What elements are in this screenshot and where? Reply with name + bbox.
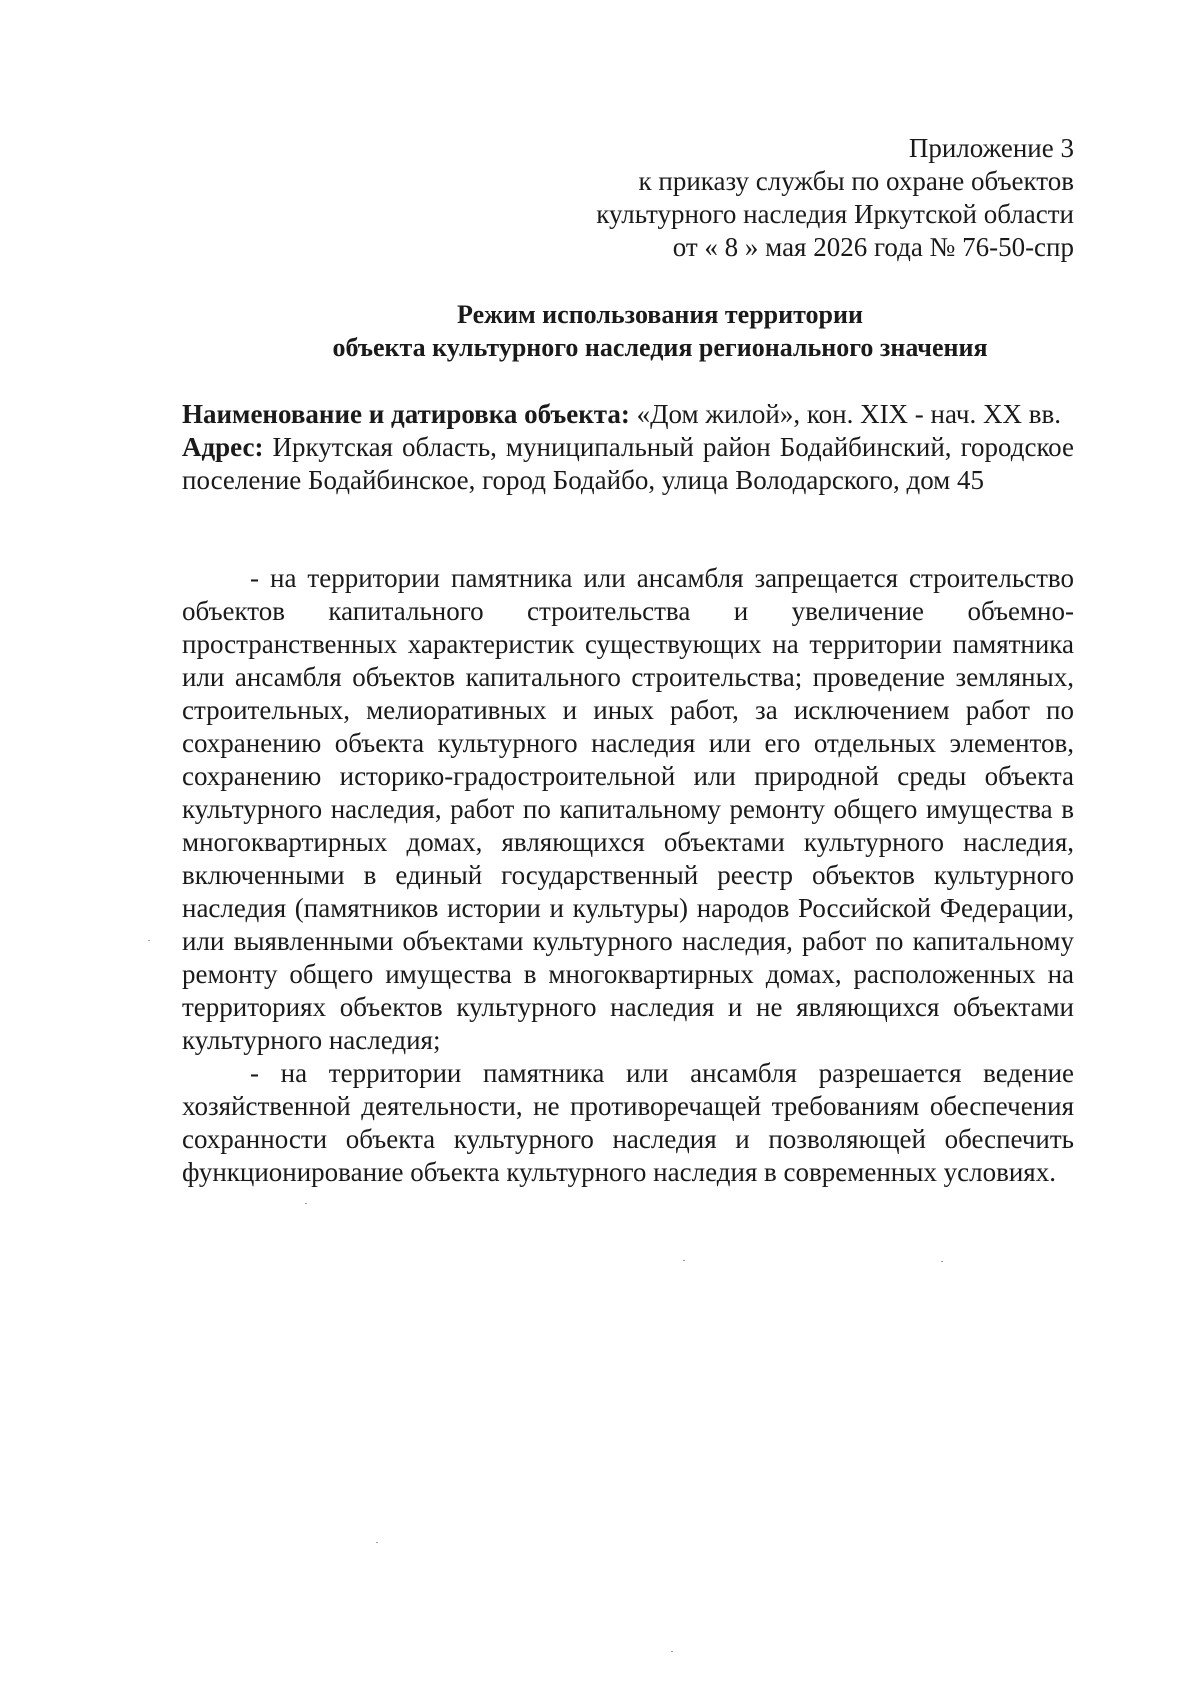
object-name-value: «Дом жилой», кон. XIX - нач. XX вв. — [636, 399, 1061, 429]
title-line-2: объекта культурного наследия регионального значения — [332, 333, 988, 362]
appendix-order-ref: к приказу службы по охране объектов — [638, 166, 1074, 196]
object-address-label: Адрес: — [182, 432, 264, 462]
document-title — [0, 298, 1200, 364]
regime-text — [182, 562, 1074, 1189]
object-info — [182, 398, 1074, 497]
prohibition-paragraph: - на территории памятника или ансамбля запрещается строительство объектов капитального строительства и увеличение объемно-пространственных характеристик существующих на территории памятника или ансамбля объектов капитального строительства; проведение земляных, строительных, мелиоративных и иных работ, за исключением работ по сохранению объекта культурного наследия или его отдельных элементов, сохранению историко-градостроительной или природной среды объекта культурного наследия, работ по капитальному ремонту общего имущества в многоквартирных домах, являющихся объектами культурного наследия, включенными в единый государственный реестр объектов культурного наследия (памятников истории и культуры) народов Российской Федерации, или выявленными объектами культурного наследия, работ по капитальному ремонту общего имущества в многоквартирных домах, расположенных на территориях объектов культурного наследия и не являющихся объектами культурного наследия; — [182, 563, 1074, 1055]
object-address-line — [182, 431, 1074, 497]
scan-speck — [683, 1260, 685, 1261]
object-name-line — [182, 398, 1074, 431]
object-name-label: Наименование и датировка объекта: — [182, 399, 630, 429]
permission-paragraph: - на территории памятника или ансамбля разрешается ведение хозяйственной деятельности, не противоречащей требованиям обеспечения сохранности объекта культурного наследия и позволяющей обеспечить функционирование объекта культурного наследия в современных условиях. — [182, 1058, 1074, 1187]
object-address-value: Иркутская область, муниципальный район Бодайбинский, городское поселение Бодайбинское, город Бодайбо, улица Володарского, дом 45 — [182, 432, 1075, 495]
appendix-number: Приложение 3 — [908, 133, 1074, 163]
scan-speck — [941, 1261, 943, 1262]
appendix-order-date: от « 8 » мая 2026 года № 76-50-спр — [672, 232, 1074, 262]
scan-speck — [376, 1542, 378, 1543]
scan-speck — [305, 1203, 307, 1204]
appendix-authority: культурного наследия Иркутской области — [596, 199, 1074, 229]
title-line-1: Режим использования территории — [457, 300, 863, 329]
scan-speck — [671, 1651, 673, 1652]
scan-speck — [148, 940, 150, 941]
appendix-header — [434, 132, 1074, 264]
